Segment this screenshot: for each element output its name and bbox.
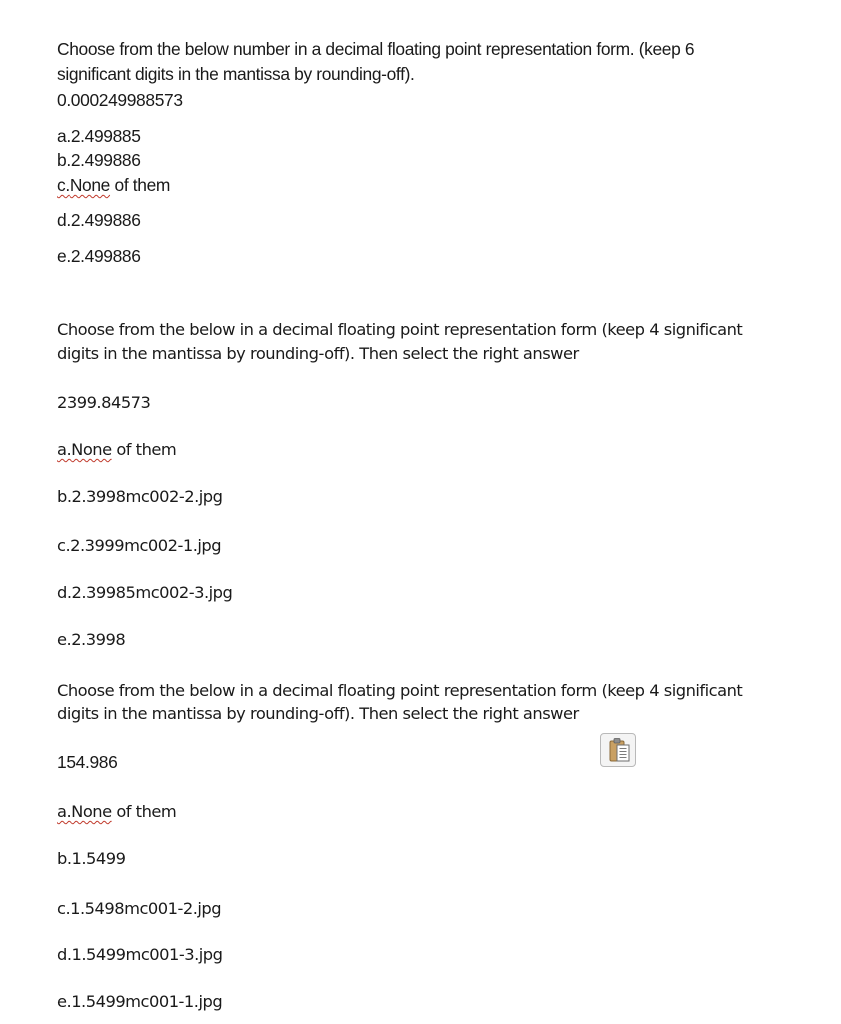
q2-option-c: c.2.3999mc002-1.jpg: [57, 536, 222, 555]
q2-prompt-line-1: Choose from the below in a decimal floating point representation form (keep 4 significant: [57, 320, 743, 339]
q1-option-b: b.2.499886: [57, 150, 141, 170]
q1-option-a: a.2.499885: [57, 126, 141, 146]
spelling-error-mark: c.None: [57, 175, 111, 195]
q3-option-d: d.1.5499mc001-3.jpg: [57, 945, 223, 964]
q1-option-c: c.None of them: [57, 175, 171, 195]
q2-number: 2399.84573: [57, 393, 151, 412]
q2-option-e: e.2.3998: [57, 630, 126, 649]
q1-option-d: d.2.499886: [57, 210, 141, 230]
spelling-error-mark: a.None: [57, 440, 112, 459]
q1-prompt-line-1: Choose from the below number in a decimal floating point representation form. (keep 6: [57, 39, 695, 59]
q3-number: 154.986: [57, 752, 118, 772]
paste-options-button[interactable]: [600, 733, 636, 767]
q2-option-a: a.None of them: [57, 440, 177, 459]
q3-option-e: e.1.5499mc001-1.jpg: [57, 992, 223, 1011]
q2-option-b: b.2.3998mc002-2.jpg: [57, 487, 223, 506]
q3-option-a: a.None of them: [57, 802, 177, 821]
q3-prompt-line-1: Choose from the below in a decimal floating point representation form (keep 4 significant: [57, 681, 743, 700]
q2-prompt-line-2: digits in the mantissa by rounding-off). Then select the right answer: [57, 344, 579, 363]
q1-number: 0.000249988573: [57, 90, 183, 110]
spelling-error-mark: a.None: [57, 802, 112, 821]
q1-option-e: e.2.499886: [57, 246, 141, 266]
q2-option-d: d.2.39985mc002-3.jpg: [57, 583, 233, 602]
q3-option-c: c.1.5498mc001-2.jpg: [57, 899, 222, 918]
q1-prompt-line-2: significant digits in the mantissa by rounding-off).: [57, 64, 415, 84]
q3-prompt-line-2: digits in the mantissa by rounding-off). Then select the right answer: [57, 704, 579, 723]
clipboard-icon: [601, 734, 637, 768]
q3-option-b: b.1.5499: [57, 849, 126, 868]
